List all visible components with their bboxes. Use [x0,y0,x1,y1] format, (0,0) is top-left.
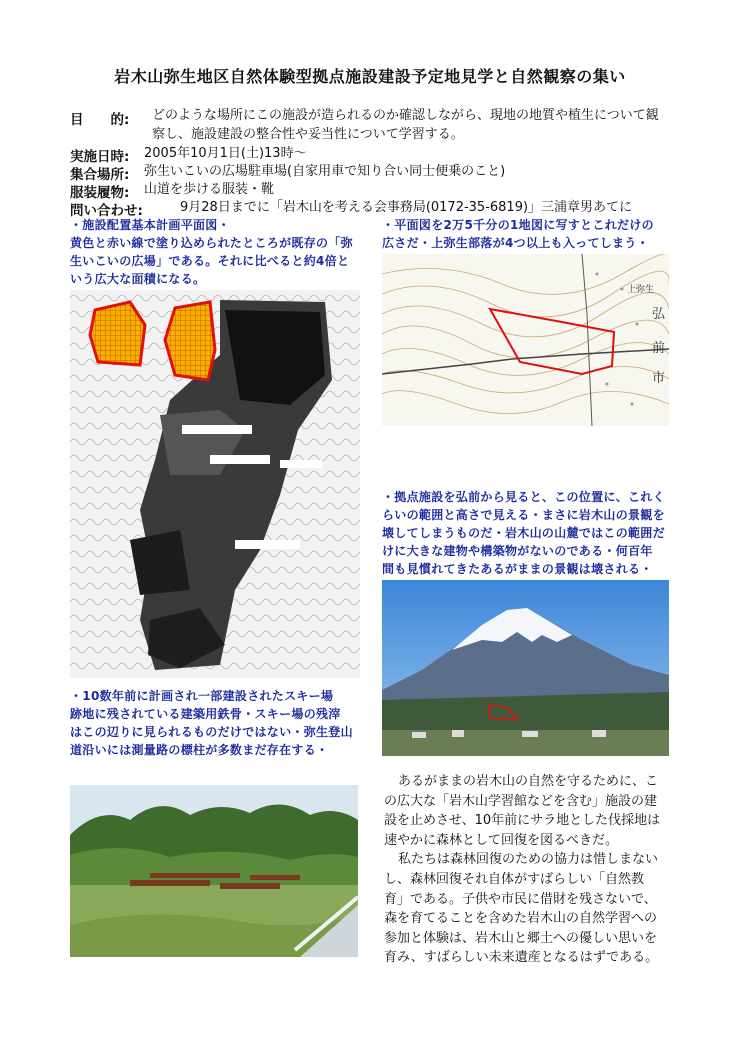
date-label: 実施日時: [70,149,130,165]
map-label-mae: 前 [652,341,666,356]
body-line-4: 速やかに森林として回復を図るべきだ。 [384,832,619,848]
mount-iwaki-photo [382,580,669,756]
view-caption-line-4: けに大きな建物や構築物がないのである・何百年 [382,544,653,558]
view-caption-line-1: ・拠点施設を弘前から見ると、この位置に、これく [382,490,665,504]
body-line-5: 私たちは森林回復のための協力は惜しまない [398,852,659,868]
dress-value: 山道を歩ける服装・靴 [144,182,275,197]
map-caption-line-1: ・平面図を2万5千分の1地図に写すとこれだけの [382,218,654,232]
plan-caption-line-4: いう広大な面積になる。 [70,272,206,286]
purpose-line-1: どのような場所にこの施設が造られるのか確認しながら、現地の地質や植生について観 [152,108,659,123]
dress-label: 服装履物: [70,185,130,201]
view-caption-line-2: らいの範囲と高さで見える・まさに岩木山の景観を [382,508,665,522]
map-label-kami-yayoi: 上弥生 [627,285,655,295]
plan-caption-line-1: ・施設配置基本計画平面図・ [70,218,230,232]
ski-caption-line-2: 跡地に残されている建築用鉄骨・スキー場の残滓 [70,707,341,721]
body-line-7: 育」である。子供や市民に借財を残さないで、 [384,891,657,907]
contact-label: 問い合わせ: [70,203,143,219]
site-plan-image [70,290,360,678]
place-value: 弥生いこいの広場駐車場(自家用車で知り合い同士便乗のこと) [144,164,506,179]
ski-site-photo [70,785,358,957]
ski-caption-line-1: ・10数年前に計画され一部建設されたスキー場 [70,689,334,703]
page-title: 岩木山弥生地区自然体験型拠点施設建設予定地見学と自然観察の集い [114,67,626,86]
ski-caption-line-4: 道沿いには測量路の標柱が多数まだ存在する・ [70,743,329,757]
plan-caption-line-3: 生いこいの広場」である。それに比べると約4倍と [70,254,350,268]
body-line-8: 森を育てることを含めた岩木山の自然学習への [384,911,658,927]
body-line-2: の広大な「岩木山学習館などを含む」施設の建 [384,793,658,809]
body-line-3: 設を止めさせ、10年前にサラ地とした伐採地は [384,813,661,829]
body-line-6: し、森林回復それ自体がすばらしい「自然教 [384,872,645,887]
map-label-shi: 市 [652,371,666,386]
purpose-line-2: 察し、施設建設の整合性や妥当性について学習する。 [152,127,464,142]
map-label-hiro: 弘 [652,307,666,322]
date-value: 2005年10月1日(土)13時～ [144,146,307,161]
body-line-9: 参加と体験は、岩木山と郷土への優しい思いを [384,930,658,946]
topographic-map-image [382,254,669,426]
view-caption-line-5: 間も見慣れてきたあるがままの景観は壊される・ [382,562,653,576]
place-label: 集合場所: [70,167,130,183]
body-line-1: あるがままの岩木山の自然を守るために、こ [398,774,659,789]
purpose-label: 目 的: [70,112,130,128]
view-caption-line-3: 壊してしまうものだ・岩木山の山麓ではこの範囲だ [382,526,665,540]
map-caption-line-2: 広さだ・上弥生部落が4つ以上も入ってしまう・ [382,236,649,250]
plan-caption-line-2: 黄色と赤い線で塗り込められたところが既存の「弥 [70,236,353,250]
ski-caption-line-3: はこの辺りに見られるものだけではない・弥生登山 [70,725,353,739]
body-line-10: 育み、すばらしい未来遺産となるはずである。 [384,950,659,966]
contact-value: 9月28日までに「岩木山を考える会事務局(0172-35-6819)」三浦章男あてに [180,200,633,215]
